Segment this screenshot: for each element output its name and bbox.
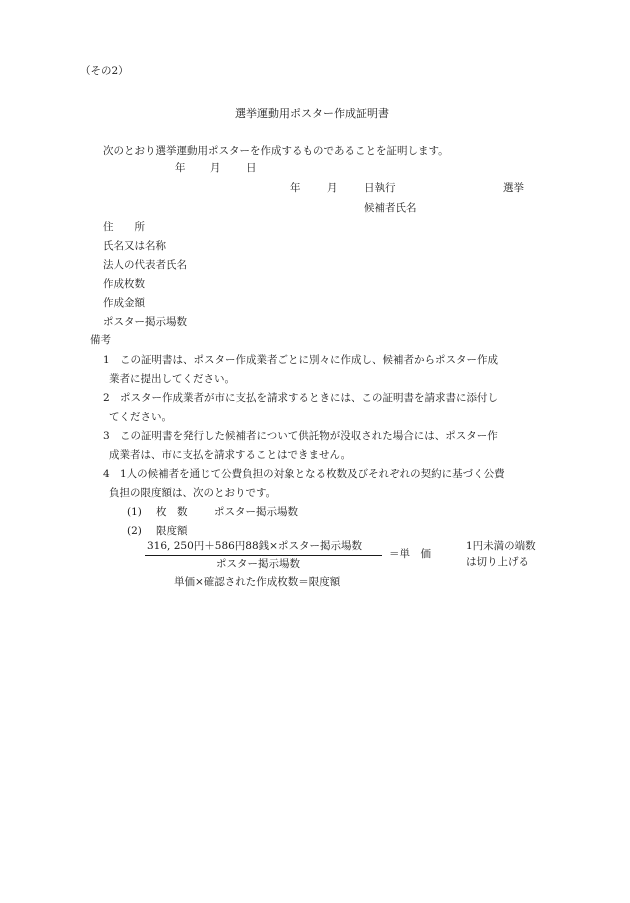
note-4-number: 4 xyxy=(103,468,110,480)
sub-item-1-value: ポスター掲示場数 xyxy=(214,506,298,518)
formula-result: ＝単 価 xyxy=(389,548,431,560)
formula-denominator: ポスター掲示場数 xyxy=(216,558,300,570)
notes-heading: 備考 xyxy=(90,334,111,346)
candidate-name-label: 候補者氏名 xyxy=(364,202,417,214)
note-3-line2: 成業者は、市に支払を請求することはできません。 xyxy=(109,449,352,461)
note-1-line2: 業者に提出してください。 xyxy=(109,373,235,385)
formula-note-line1: 1円未満の端数 xyxy=(466,540,536,552)
sub-item-2-label: 限度額 xyxy=(156,525,188,537)
formula-note-line2: は切り上げる xyxy=(466,556,529,568)
date-year: 年 xyxy=(175,162,186,174)
document-title: 選挙運動用ポスター作成証明書 xyxy=(235,107,389,120)
exec-day: 日執行 xyxy=(364,182,396,194)
note-2-line1: ポスター作成業者が市に支払を請求するときには、この証明書を請求書に添付し xyxy=(120,392,498,404)
form-label: （その2） xyxy=(80,65,129,77)
date-day: 日 xyxy=(246,162,257,174)
note-3-number: 3 xyxy=(103,430,110,442)
note-3-line1: この証明書を発行した候補者について供託物が没収された場合には、ポスター作 xyxy=(120,430,498,442)
sub-item-2-number: (2) xyxy=(127,525,142,537)
formula-final: 単価×確認された作成枚数＝限度額 xyxy=(174,576,341,588)
field-amount: 作成金額 xyxy=(103,297,145,309)
note-2-number: 2 xyxy=(103,392,110,404)
election-label: 選挙 xyxy=(503,182,524,194)
date-month: 月 xyxy=(210,162,221,174)
note-1-line1: この証明書は、ポスター作成業者ごとに別々に作成し、候補者からポスター作成 xyxy=(120,354,498,366)
field-name: 氏名又は名称 xyxy=(103,240,166,252)
sub-item-1-label: 枚 数 xyxy=(156,506,188,518)
note-4-line1: 1人の候補者を通じて公費負担の対象となる枚数及びそれぞれの契約に基づく公費 xyxy=(120,468,505,480)
note-2-line2: てください。 xyxy=(109,411,172,423)
sub-item-1-number: (1) xyxy=(127,506,142,518)
formula-fraction-bar xyxy=(145,555,382,556)
intro-text: 次のとおり選挙運動用ポスターを作成するものであることを証明します。 xyxy=(103,145,449,157)
exec-year: 年 xyxy=(290,182,301,194)
field-quantity: 作成枚数 xyxy=(103,278,145,290)
field-poster-sites: ポスター掲示場数 xyxy=(103,316,187,328)
formula-numerator: 316, 250円＋586円88銭×ポスター掲示場数 xyxy=(147,540,362,552)
field-representative: 法人の代表者氏名 xyxy=(103,259,187,271)
field-address: 住 所 xyxy=(103,221,145,233)
note-4-line2: 負担の限度額は、次のとおりです。 xyxy=(109,487,277,499)
note-1-number: 1 xyxy=(103,354,110,366)
exec-month: 月 xyxy=(327,182,338,194)
